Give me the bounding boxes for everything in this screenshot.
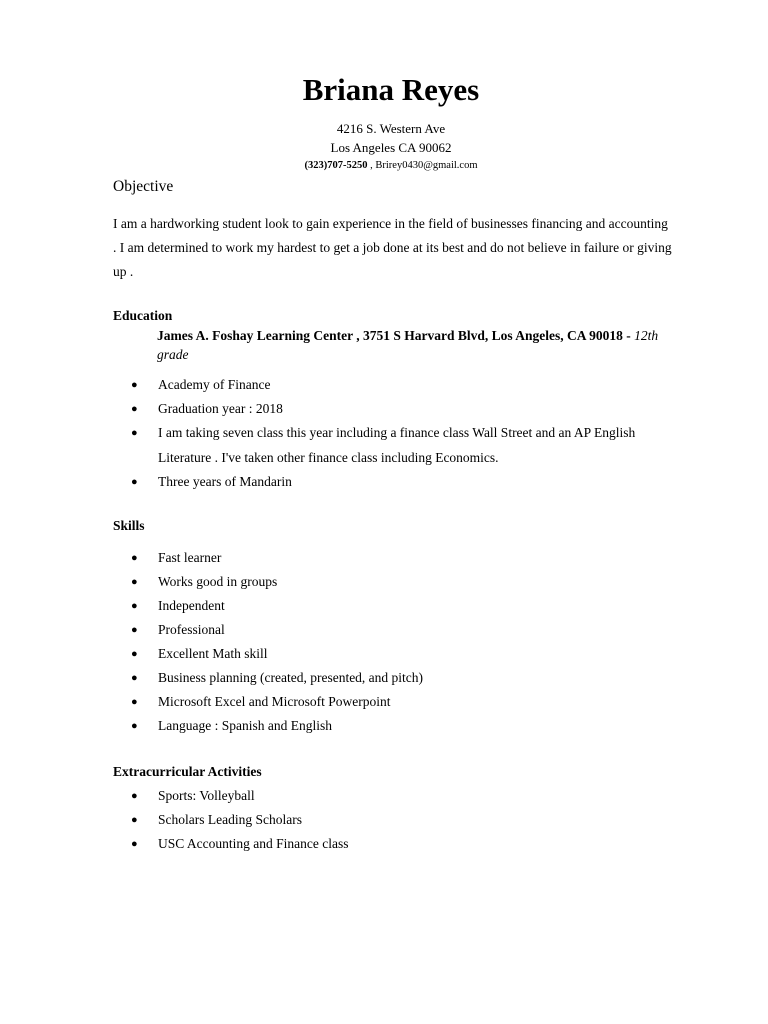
- list-item: [131, 470, 671, 494]
- address-line-2: Los Angeles CA 90062: [330, 140, 452, 155]
- school-name-text: James A. Foshay Learning Center , 3751 S Harvard Blvd, Los Angeles, CA 90018: [157, 328, 623, 343]
- skills-heading: Skills: [113, 518, 145, 533]
- list-item: [131, 666, 671, 690]
- education-heading: Education: [113, 308, 173, 323]
- list-item-text: Microsoft Excel and Microsoft Powerpoint: [158, 694, 391, 709]
- bullet-icon: ●: [131, 600, 138, 612]
- list-item-text: Language : Spanish and English: [158, 718, 332, 733]
- education-list: [131, 373, 671, 494]
- list-item: [131, 808, 671, 832]
- list-item: [131, 618, 671, 642]
- list-item-text: I am taking seven class this year including a finance class Wall Street and an AP English Literature . I've taken other finance class including Economics.: [158, 425, 636, 465]
- bullet-icon: ●: [131, 624, 138, 636]
- list-item: [131, 546, 671, 570]
- bullet-icon: ●: [131, 648, 138, 660]
- address-line-1: 4216 S. Western Ave: [336, 121, 446, 136]
- list-item-text: Works good in groups: [158, 574, 278, 589]
- bullet-icon: ●: [131, 672, 138, 684]
- list-item-text: Three years of Mandarin: [158, 474, 292, 489]
- skills-list: [131, 546, 671, 738]
- list-item: [131, 714, 671, 738]
- list-item: [131, 421, 671, 470]
- list-item: [131, 690, 671, 714]
- list-item-text: USC Accounting and Finance class: [158, 836, 349, 851]
- list-item: [131, 570, 671, 594]
- extracurricular-list: [131, 784, 671, 856]
- bullet-icon: ●: [131, 814, 138, 826]
- list-item-text: Excellent Math skill: [158, 646, 268, 661]
- objective-text: I am a hardworking student look to gain experience in the field of businesses financing and accounting . I am determined to work my hardest to get a job done at its best and do not believe in failure or giving up .: [113, 216, 672, 279]
- list-item: [131, 642, 671, 666]
- list-item: [131, 373, 671, 397]
- phone-email-line: [0, 158, 768, 174]
- list-item-text: Professional: [158, 622, 225, 637]
- bullet-icon: ●: [131, 720, 138, 732]
- list-item: [131, 594, 671, 618]
- list-item-text: Fast learner: [158, 550, 222, 565]
- email-address: Brirey0430@gmail.com: [375, 160, 478, 171]
- phone-number: (323)707-5250: [304, 160, 368, 171]
- bullet-icon: ●: [131, 379, 138, 391]
- objective-heading: Objective: [113, 178, 174, 195]
- list-item-text: Academy of Finance: [158, 377, 271, 392]
- contact-separator: ,: [367, 160, 376, 171]
- bullet-icon: ●: [131, 838, 138, 850]
- bullet-icon: ●: [131, 696, 138, 708]
- bullet-icon: ●: [131, 476, 138, 488]
- list-item: [131, 784, 671, 808]
- bullet-icon: ●: [131, 403, 138, 415]
- list-item-text: Graduation year : 2018: [158, 401, 283, 416]
- bullet-icon: ●: [131, 576, 138, 588]
- bullet-icon: ●: [131, 427, 138, 439]
- grade-level: 12th grade: [157, 328, 659, 362]
- bullet-icon: ●: [131, 790, 138, 802]
- list-item-text: Scholars Leading Scholars: [158, 812, 302, 827]
- list-item: [131, 397, 671, 421]
- extracurricular-heading: Extracurricular Activities: [113, 764, 262, 779]
- list-item-text: Sports: Volleyball: [158, 788, 255, 803]
- grade-separator: -: [622, 328, 635, 343]
- resume-name: Briana Reyes: [302, 72, 480, 107]
- list-item-text: Business planning (created, presented, and pitch): [158, 670, 424, 685]
- school-name: [157, 326, 677, 364]
- list-item-text: Independent: [158, 598, 225, 613]
- bullet-icon: ●: [131, 552, 138, 564]
- list-item: [131, 832, 671, 856]
